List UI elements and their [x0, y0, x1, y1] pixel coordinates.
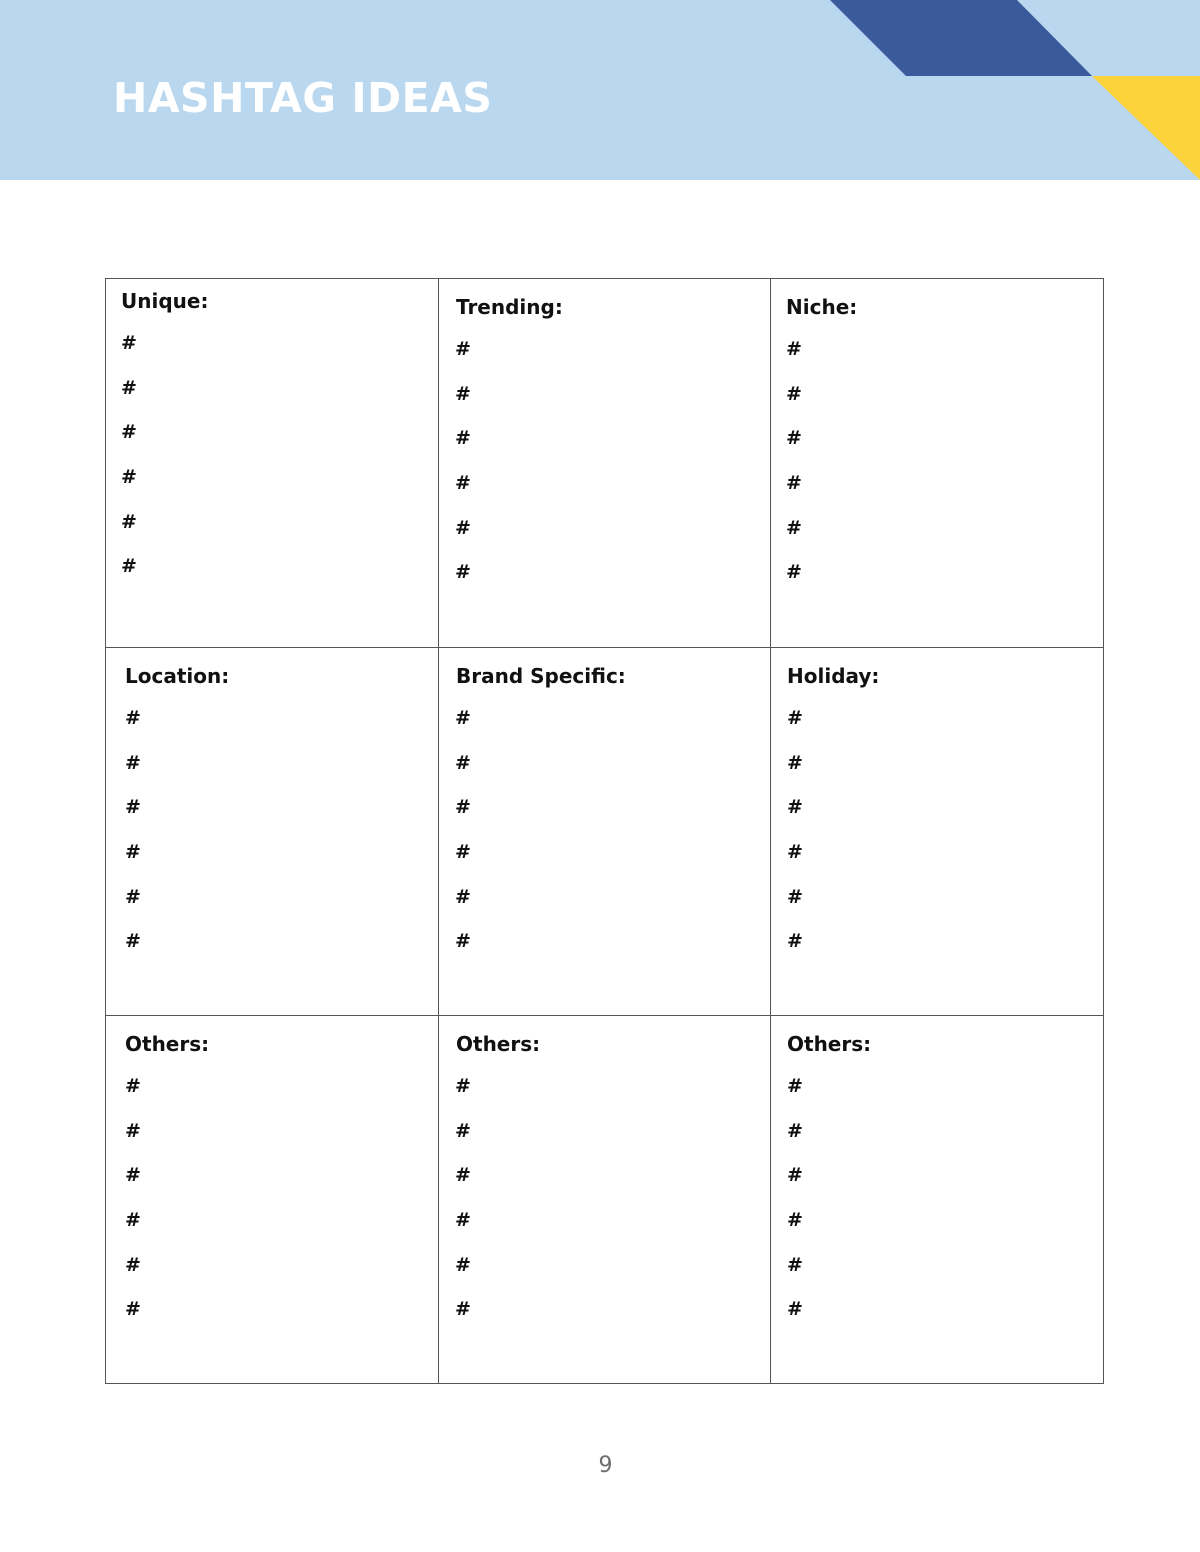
hashtag-line[interactable]: #	[455, 382, 471, 405]
hashtag-line[interactable]: #	[786, 427, 802, 450]
page-number: 9	[598, 1453, 613, 1478]
cell-title: Location:	[125, 664, 230, 688]
hashtag-line[interactable]: #	[455, 930, 471, 953]
hashtag-line[interactable]: #	[455, 1119, 471, 1142]
hashtag-line[interactable]: #	[125, 1119, 141, 1142]
hashtag-line[interactable]: #	[121, 421, 137, 444]
hashtag-cell-others-1	[106, 1016, 439, 1383]
hashtag-line[interactable]: #	[787, 1298, 803, 1321]
hashtag-line[interactable]: #	[787, 1253, 803, 1276]
hashtag-line[interactable]: #	[125, 751, 141, 774]
hashtag-list	[787, 1074, 803, 1342]
hashtag-line[interactable]: #	[787, 930, 803, 953]
hashtag-line[interactable]: #	[121, 510, 137, 533]
cell-title: Niche:	[786, 295, 858, 319]
hashtag-line[interactable]: #	[455, 885, 471, 908]
hashtag-list	[125, 706, 141, 974]
hashtag-list	[786, 337, 802, 605]
hashtag-cell-trending	[439, 279, 771, 648]
hashtag-line[interactable]: #	[787, 1164, 803, 1187]
hashtag-line[interactable]: #	[125, 930, 141, 953]
hashtag-line[interactable]: #	[125, 796, 141, 819]
hashtag-line[interactable]: #	[121, 466, 137, 489]
hashtag-line[interactable]: #	[121, 332, 137, 354]
hashtag-line[interactable]: #	[455, 751, 471, 774]
page-title: HASHTAG IDEAS	[113, 74, 493, 122]
hashtag-line[interactable]: #	[125, 1298, 141, 1321]
hashtag-list	[455, 706, 471, 974]
cell-title: Unique:	[121, 289, 209, 313]
hashtag-line[interactable]: #	[455, 796, 471, 819]
hashtag-line[interactable]: #	[786, 516, 802, 539]
hashtag-line[interactable]: #	[787, 751, 803, 774]
hashtag-line[interactable]: #	[455, 338, 471, 360]
cell-title: Trending:	[456, 295, 563, 319]
hashtag-cell-others-2	[439, 1016, 771, 1383]
hashtag-line[interactable]: #	[787, 1209, 803, 1232]
cell-title: Brand Specific:	[456, 664, 626, 688]
hashtag-list	[787, 706, 803, 974]
hashtag-line[interactable]: #	[786, 561, 802, 584]
hashtag-cell-brand-specific	[439, 648, 771, 1016]
hashtag-line[interactable]: #	[455, 1253, 471, 1276]
cell-title: Others:	[125, 1032, 210, 1056]
hashtag-line[interactable]: #	[787, 885, 803, 908]
hashtag-line[interactable]: #	[121, 376, 137, 399]
cell-title: Others:	[787, 1032, 872, 1056]
hashtag-line[interactable]: #	[786, 382, 802, 405]
hashtag-line[interactable]: #	[786, 472, 802, 495]
navy-parallelogram	[830, 0, 1092, 76]
hashtag-list	[455, 1074, 471, 1342]
hashtag-list	[125, 1074, 141, 1342]
hashtag-line[interactable]: #	[125, 1253, 141, 1276]
hashtag-line[interactable]: #	[125, 1075, 141, 1097]
hashtag-line[interactable]: #	[787, 796, 803, 819]
hashtag-line[interactable]: #	[455, 1209, 471, 1232]
cell-title: Holiday:	[787, 664, 880, 688]
hashtag-line[interactable]: #	[787, 841, 803, 864]
hashtag-cell-location	[106, 648, 439, 1016]
hashtag-line[interactable]: #	[121, 555, 137, 578]
hashtag-list	[455, 337, 471, 605]
hashtag-cell-others-3	[771, 1016, 1103, 1383]
hashtag-line[interactable]: #	[787, 1119, 803, 1142]
hashtag-cell-niche	[771, 279, 1103, 648]
hashtag-line[interactable]: #	[125, 885, 141, 908]
cell-title: Others:	[456, 1032, 541, 1056]
hashtag-cell-holiday	[771, 648, 1103, 1016]
hashtag-line[interactable]: #	[125, 1209, 141, 1232]
hashtag-line[interactable]: #	[125, 841, 141, 864]
hashtag-line[interactable]: #	[455, 841, 471, 864]
hashtag-line[interactable]: #	[455, 427, 471, 450]
hashtag-line[interactable]: #	[455, 516, 471, 539]
hashtag-line[interactable]: #	[455, 1164, 471, 1187]
hashtag-line[interactable]: #	[787, 707, 803, 729]
yellow-triangle	[1092, 76, 1200, 180]
hashtag-line[interactable]: #	[455, 561, 471, 584]
header-banner	[0, 0, 1200, 180]
hashtag-line[interactable]: #	[455, 472, 471, 495]
hashtag-grid	[105, 278, 1104, 1384]
hashtag-line[interactable]: #	[455, 1298, 471, 1321]
hashtag-cell-unique	[106, 279, 439, 648]
hashtag-line[interactable]: #	[786, 338, 802, 360]
hashtag-line[interactable]: #	[125, 1164, 141, 1187]
hashtag-list	[121, 331, 137, 599]
hashtag-line[interactable]: #	[455, 707, 471, 729]
hashtag-line[interactable]: #	[787, 1075, 803, 1097]
hashtag-line[interactable]: #	[125, 707, 141, 729]
hashtag-line[interactable]: #	[455, 1075, 471, 1097]
